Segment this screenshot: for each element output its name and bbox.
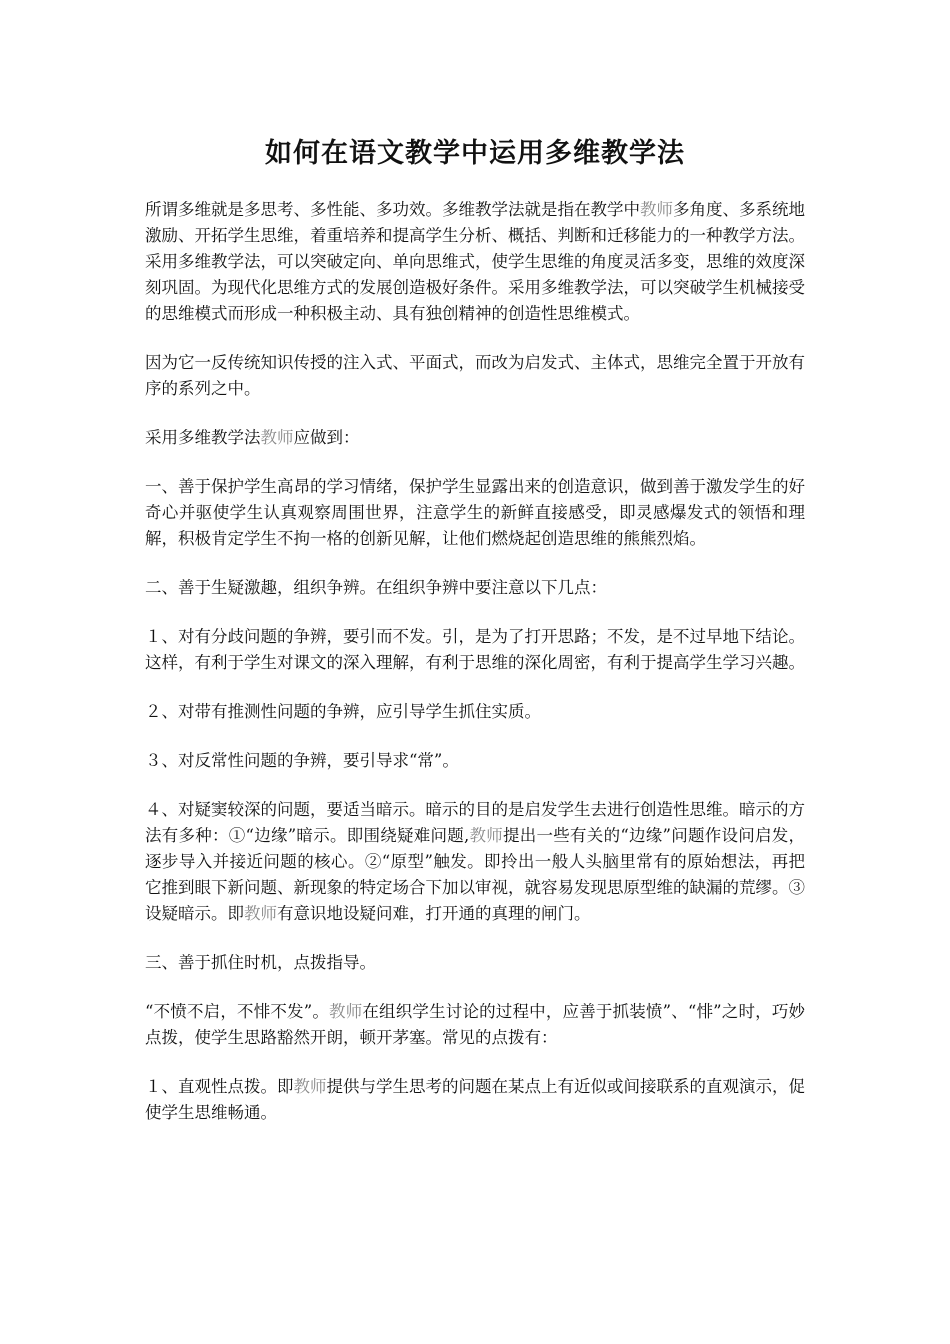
paragraph-text: 多角度、多系统地激励、开拓学生思维，着重培养和提高学生分析、概括、判断和迁移能力的一种教学方法。采用多维教学法，可以突破定向、单向思维式，使学生思维的角度灵活多变，思维的效度深刻巩固。为现代化思维方式的发展创造极好条件。采用多维教学法，可以突破学生机械接受的思维模式而形成一种积极主动、具有独创精神的创造性思维模式。	[145, 200, 805, 323]
paragraph	[145, 575, 805, 601]
paragraph-text: １、对有分歧问题的争辨，要引而不发。引，是为了打开思路；不发，是不过早地下结论。这样，有利于学生对课文的深入理解，有利于思维的深化周密，有利于提高学生学习兴趣。	[145, 627, 805, 672]
paragraph	[145, 797, 805, 927]
paragraph	[145, 425, 805, 451]
paragraph-text: 因为它一反传统知识传授的注入式、平面式，而改为启发式、主体式，思维完全置于开放有序的系列之中。	[145, 353, 805, 398]
highlighted-term: 教师	[329, 1002, 363, 1021]
highlighted-term: 教师	[293, 1077, 327, 1096]
document-title: 如何在语文教学中运用多维教学法	[265, 138, 685, 169]
paragraph-text: 提供与学生思考的问题在某点上有近似或间接联系的直观演示，促使学生思维畅通。	[145, 1077, 805, 1122]
paragraph-text: ３、对反常性问题的争辨，要引导求“常”。	[145, 751, 459, 770]
paragraph-text: １、直观性点拨。即	[145, 1077, 294, 1096]
paragraph	[145, 1074, 805, 1126]
paragraph-text: 提出一些有关的“边缘”问题作设问启发，逐步导入并接近问题的核心。②“原型”触发。即拎出一般人头脑里常有的原始想法，再把它推到眼下新问题、新现象的特定场合下加以审视，就容易发现思原型维的缺漏的荒缪。③设疑暗示。即	[145, 826, 806, 923]
paragraph-text: 一、善于保护学生高昂的学习情绪，保护学生显露出来的创造意识，做到善于激发学生的好奇心并驱使学生认真观察周围世界，注意学生的新鲜直接感受，即灵感爆发式的领悟和理解，积极肯定学生不拘一格的创新见解，让他们燃烧起创造思维的熊熊烈焰。	[145, 477, 805, 548]
highlighted-term: 教师	[640, 200, 673, 219]
paragraph-text: 应做到：	[293, 428, 360, 447]
paragraph-text: ２、对带有推测性问题的争辨，应引导学生抓住实质。	[145, 702, 541, 721]
paragraph-text: ４、对疑窦较深的问题，要适当暗示。暗示的目的是启发学生去进行创造性思维。暗示的方法有多种：①“边缘”暗示。即围绕疑难问题,	[145, 800, 805, 845]
paragraph	[145, 624, 805, 676]
highlighted-term: 教师	[244, 904, 277, 923]
paragraph	[145, 950, 805, 976]
paragraph-text: 三、善于抓住时机，点拨指导。	[145, 953, 376, 972]
paragraph-text: 采用多维教学法	[145, 428, 261, 447]
paragraph	[145, 748, 805, 774]
paragraph	[145, 999, 805, 1051]
paragraph-text: 有意识地设疑问难，打开通的真理的闸门。	[277, 904, 591, 923]
document-body	[145, 197, 805, 1149]
highlighted-term: 教师	[260, 428, 294, 447]
paragraph	[145, 474, 805, 552]
paragraph	[145, 197, 805, 327]
paragraph-text: 二、善于生疑激趣，组织争辨。在组织争辨中要注意以下几点：	[145, 578, 607, 597]
paragraph-text: 在组织学生讨论的过程中，应善于抓装愤”、“悱”之时，巧妙点拨，使学生思路豁然开朗，顿开茅塞。常见的点拨有：	[145, 1002, 805, 1047]
paragraph	[145, 350, 805, 402]
paragraph-text: 所谓多维就是多思考、多性能、多功效。多维教学法就是指在教学中	[145, 200, 640, 219]
paragraph-text: “不愤不启，不悱不发”。	[145, 1002, 330, 1021]
paragraph	[145, 699, 805, 725]
highlighted-term: 教师	[469, 826, 504, 845]
